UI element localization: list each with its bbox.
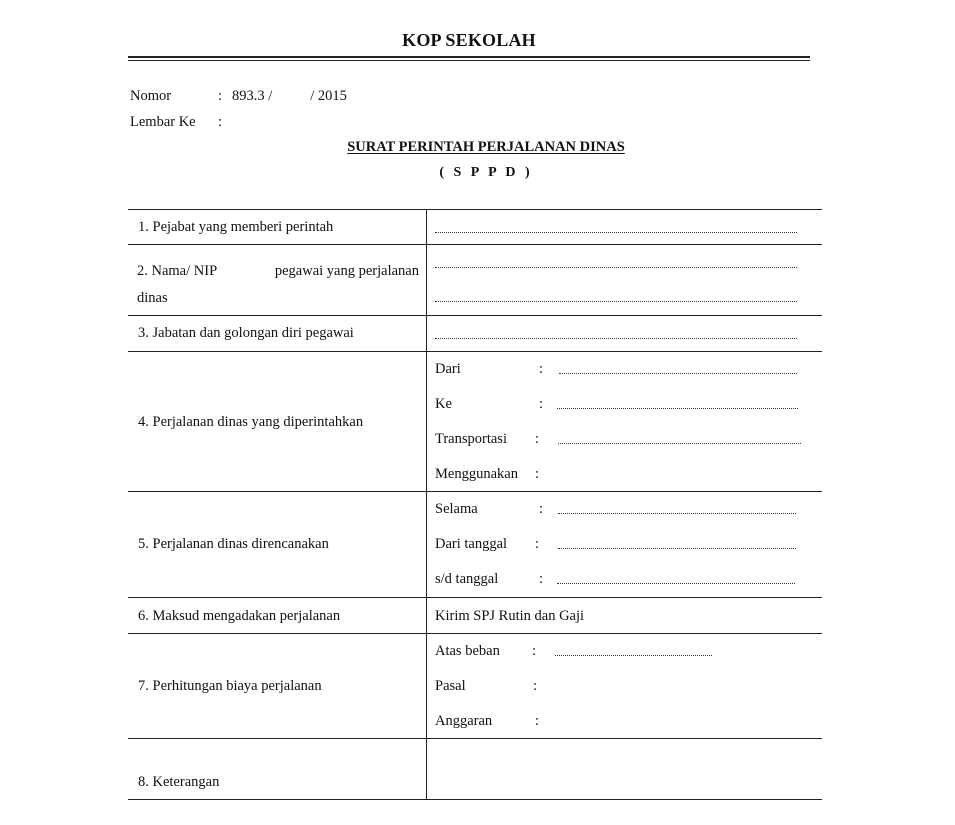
lembar-colon: : [218, 114, 223, 130]
dari-tanggal-label: Dari tanggal [435, 536, 508, 552]
table-row-divider [128, 491, 822, 492]
menggunakan-label: Menggunakan [435, 466, 518, 482]
letterhead-title: KOP SEKOLAH [402, 30, 536, 50]
transportasi-fill-line[interactable] [558, 443, 801, 444]
transportasi-label: Transportasi [435, 431, 507, 447]
dari-tanggal-fill-line[interactable] [558, 548, 796, 549]
row-1-label: 1. Pejabat yang memberi perintah [138, 219, 334, 235]
document-subtitle: ( S P P D ) [439, 165, 533, 180]
row-2-label [137, 258, 419, 312]
ke-colon: : [539, 396, 544, 412]
nomor-colon: : [218, 88, 223, 104]
row-6-label: 6. Maksud mengadakan perjalanan [138, 608, 341, 624]
row-2-fill-line-1[interactable] [435, 267, 797, 268]
table-row-divider [128, 738, 822, 739]
atas-beban-colon: : [532, 643, 537, 659]
document-title-text: SURAT PERINTAH PERJALANAN DINAS [347, 139, 625, 155]
sd-tanggal-fill-line[interactable] [557, 583, 795, 584]
atas-beban-fill-line[interactable] [555, 655, 712, 656]
table-border-top [128, 209, 822, 210]
sd-tanggal-colon: : [539, 571, 544, 587]
row-3-fill-line[interactable] [435, 338, 797, 339]
row-7-label: 7. Perhitungan biaya perjalanan [138, 678, 322, 694]
table-row-divider [128, 633, 822, 634]
anggaran-colon: : [535, 713, 540, 729]
nomor-line [130, 88, 347, 105]
row-1-fill-line[interactable] [435, 232, 797, 233]
row-2-label-part-c: dinas [137, 290, 168, 306]
dari-fill-line[interactable] [559, 373, 797, 374]
selama-fill-line[interactable] [558, 513, 796, 514]
table-row-divider [128, 597, 822, 598]
nomor-label: Nomor [130, 88, 172, 104]
dari-colon: : [539, 361, 544, 377]
anggaran-label: Anggaran [435, 713, 493, 729]
lembar-line [130, 114, 232, 131]
selama-colon: : [539, 501, 544, 517]
sd-tanggal-label: s/d tanggal [435, 571, 499, 587]
nomor-year: / 2015 [310, 88, 347, 104]
row-8-label: 8. Keterangan [138, 774, 220, 790]
letterhead-rule-thin [128, 60, 810, 61]
table-row-divider [128, 351, 822, 352]
row-4-label: 4. Perjalanan dinas yang diperintahkan [138, 414, 364, 430]
lembar-label: Lembar Ke [130, 114, 196, 130]
menggunakan-colon: : [535, 466, 540, 482]
row-5-label: 5. Perjalanan dinas direncanakan [138, 536, 329, 552]
row-2-fill-line-2[interactable] [435, 301, 797, 302]
table-border-bottom [128, 799, 822, 800]
table-row-divider [128, 315, 822, 316]
dari-tanggal-colon: : [535, 536, 540, 552]
nomor-prefix: 893.3 / [232, 88, 273, 104]
selama-label: Selama [435, 501, 478, 517]
dari-label: Dari [435, 361, 461, 377]
document-title [128, 139, 844, 156]
ke-fill-line[interactable] [557, 408, 798, 409]
row-3-label: 3. Jabatan dan golongan diri pegawai [138, 325, 354, 341]
row-2-label-part-b: pegawai yang perjalanan [274, 263, 419, 279]
row-2-label-part-a: 2. Nama/ NIP [137, 263, 218, 279]
ke-label: Ke [435, 396, 452, 412]
pasal-colon: : [533, 678, 538, 694]
table-row-divider [128, 244, 822, 245]
atas-beban-label: Atas beban [435, 643, 500, 659]
maksud-value: Kirim SPJ Rutin dan Gaji [435, 608, 585, 624]
table-column-divider [426, 209, 427, 800]
transportasi-colon: : [535, 431, 540, 447]
letterhead-rule-thick [128, 56, 810, 58]
pasal-label: Pasal [435, 678, 466, 694]
